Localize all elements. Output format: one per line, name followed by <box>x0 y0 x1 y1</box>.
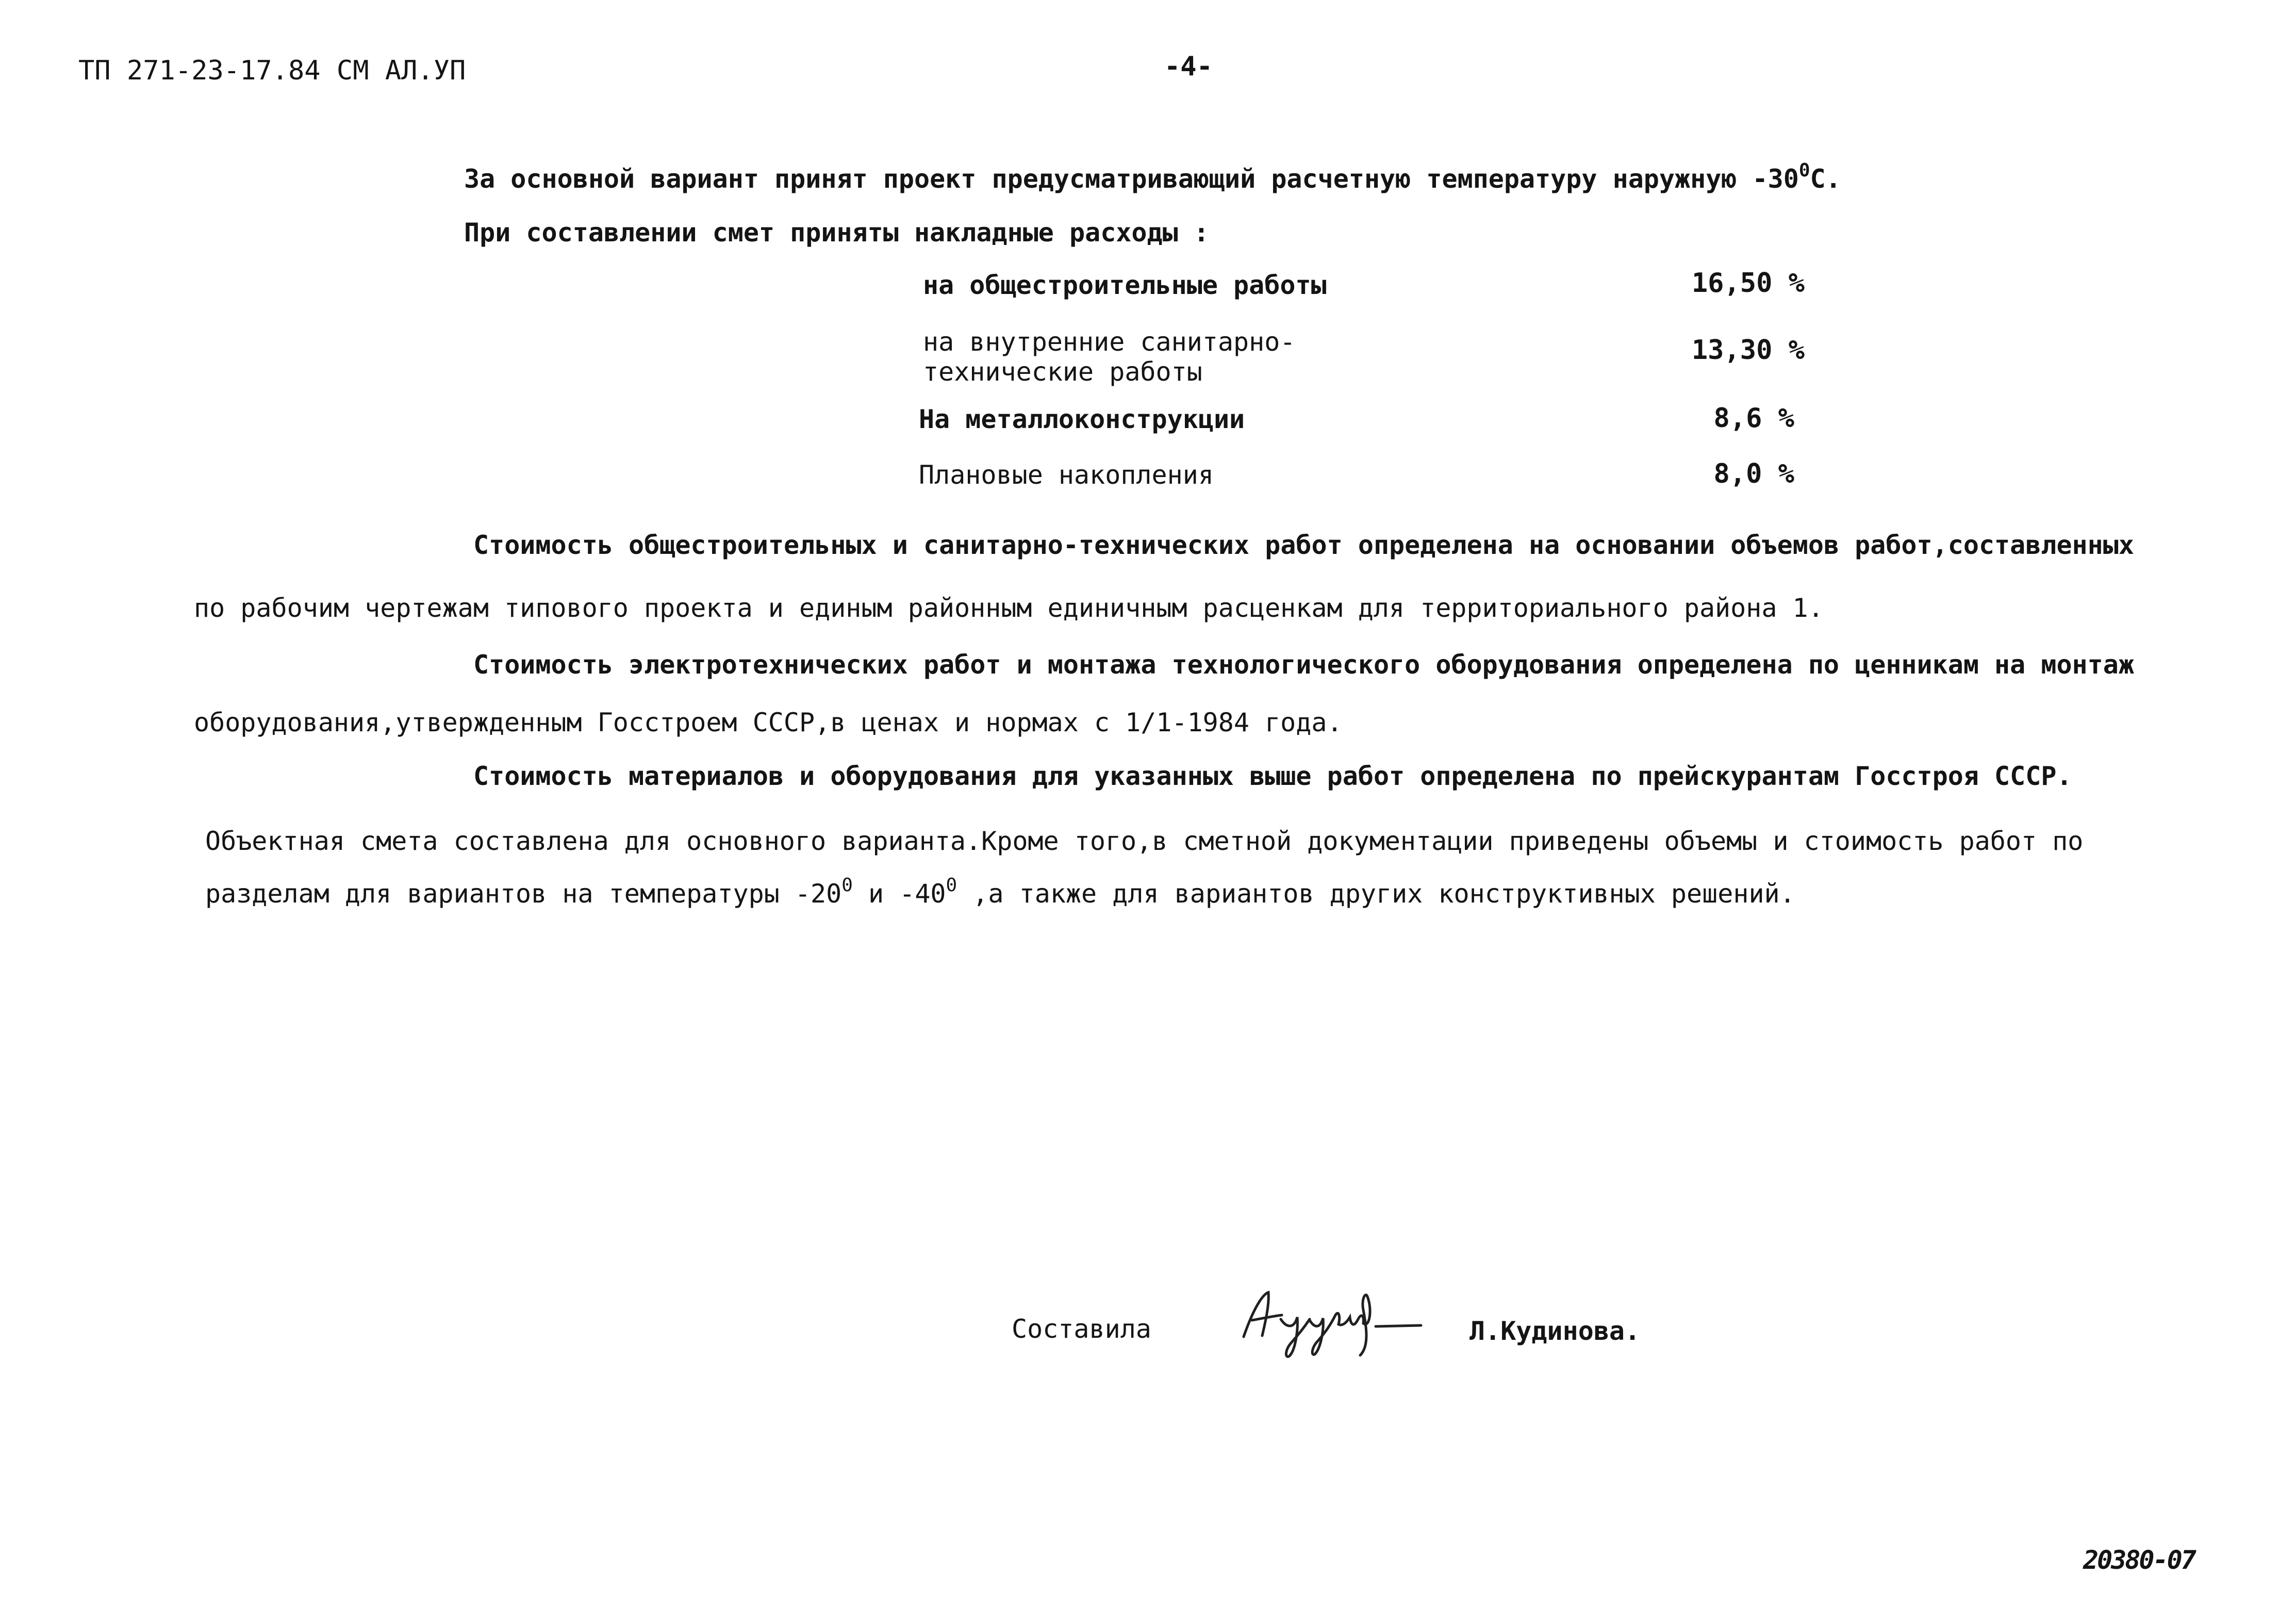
paragraph-1-line-1: Стоимость общестроительных и санитарно-технических работ определена на основании объемов работ,составленных <box>473 530 2134 560</box>
compiled-by-label: Составила <box>1012 1314 1151 1344</box>
degree-superscript: 0 <box>1798 160 1810 181</box>
paragraph-3: Стоимость материалов и оборудования для указанных выше работ определена по прейскурантам Госстроя СССР. <box>473 761 2072 791</box>
paragraph-4-line-2-b: и -40 <box>852 879 946 909</box>
overhead-value-sanitary: 13,30 % <box>1691 335 1805 366</box>
intro-line-2: При составлении смет приняты накладные расходы : <box>464 218 1209 248</box>
paragraph-1-line-2: по рабочим чертежам типового проекта и единым районным единичным расценкам для территориального района 1. <box>194 593 1824 623</box>
paragraph-4-line-2 <box>205 875 1795 910</box>
handwritten-signature <box>1237 1279 1433 1367</box>
overhead-label-sanitary-2: технические работы <box>923 357 1202 387</box>
paragraph-2-line-2: оборудования,утвержденным Госстроем СССР,в ценах и нормах с 1/1-1984 года. <box>194 708 1343 737</box>
degree-superscript: 0 <box>946 875 957 896</box>
overhead-label-general: на общестроительные работы <box>923 270 1327 300</box>
overhead-label-sanitary-1: на внутренние санитарно- <box>923 327 1296 357</box>
intro-line-1-unit: С. <box>1810 164 1841 194</box>
overhead-value-savings: 8,0 % <box>1713 458 1794 489</box>
page-number: -4- <box>1164 51 1213 82</box>
paragraph-4-line-2-c: ,а также для вариантов других конструктивных решений. <box>957 879 1795 909</box>
compiler-name: Л.Кудинова. <box>1469 1316 1641 1346</box>
paragraph-4-line-1: Объектная смета составлена для основного варианта.Кроме того,в сметной документации приведены объемы и стоимость работ по <box>205 826 2084 856</box>
paragraph-2-line-1: Стоимость электротехнических работ и монтажа технологического оборудования определена по ценникам на монтаж <box>473 650 2134 680</box>
document-code: ТП 271-23-17.84 СМ АЛ.УП <box>78 55 466 86</box>
archive-number: 20380-07 <box>2083 1545 2195 1575</box>
degree-superscript: 0 <box>841 875 853 896</box>
overhead-value-metal: 8,6 % <box>1713 403 1794 434</box>
intro-line-1-text: За основной вариант принят проект предусматривающий расчетную температуру наружную -30 <box>464 164 1799 194</box>
overhead-label-savings: Плановые накопления <box>919 460 1214 490</box>
paragraph-4-line-2-a: разделам для вариантов на температуры -20 <box>205 879 842 909</box>
overhead-value-general: 16,50 % <box>1691 268 1805 299</box>
overhead-label-metal: На металлоконструкции <box>919 404 1245 434</box>
intro-line-1 <box>464 160 1841 195</box>
